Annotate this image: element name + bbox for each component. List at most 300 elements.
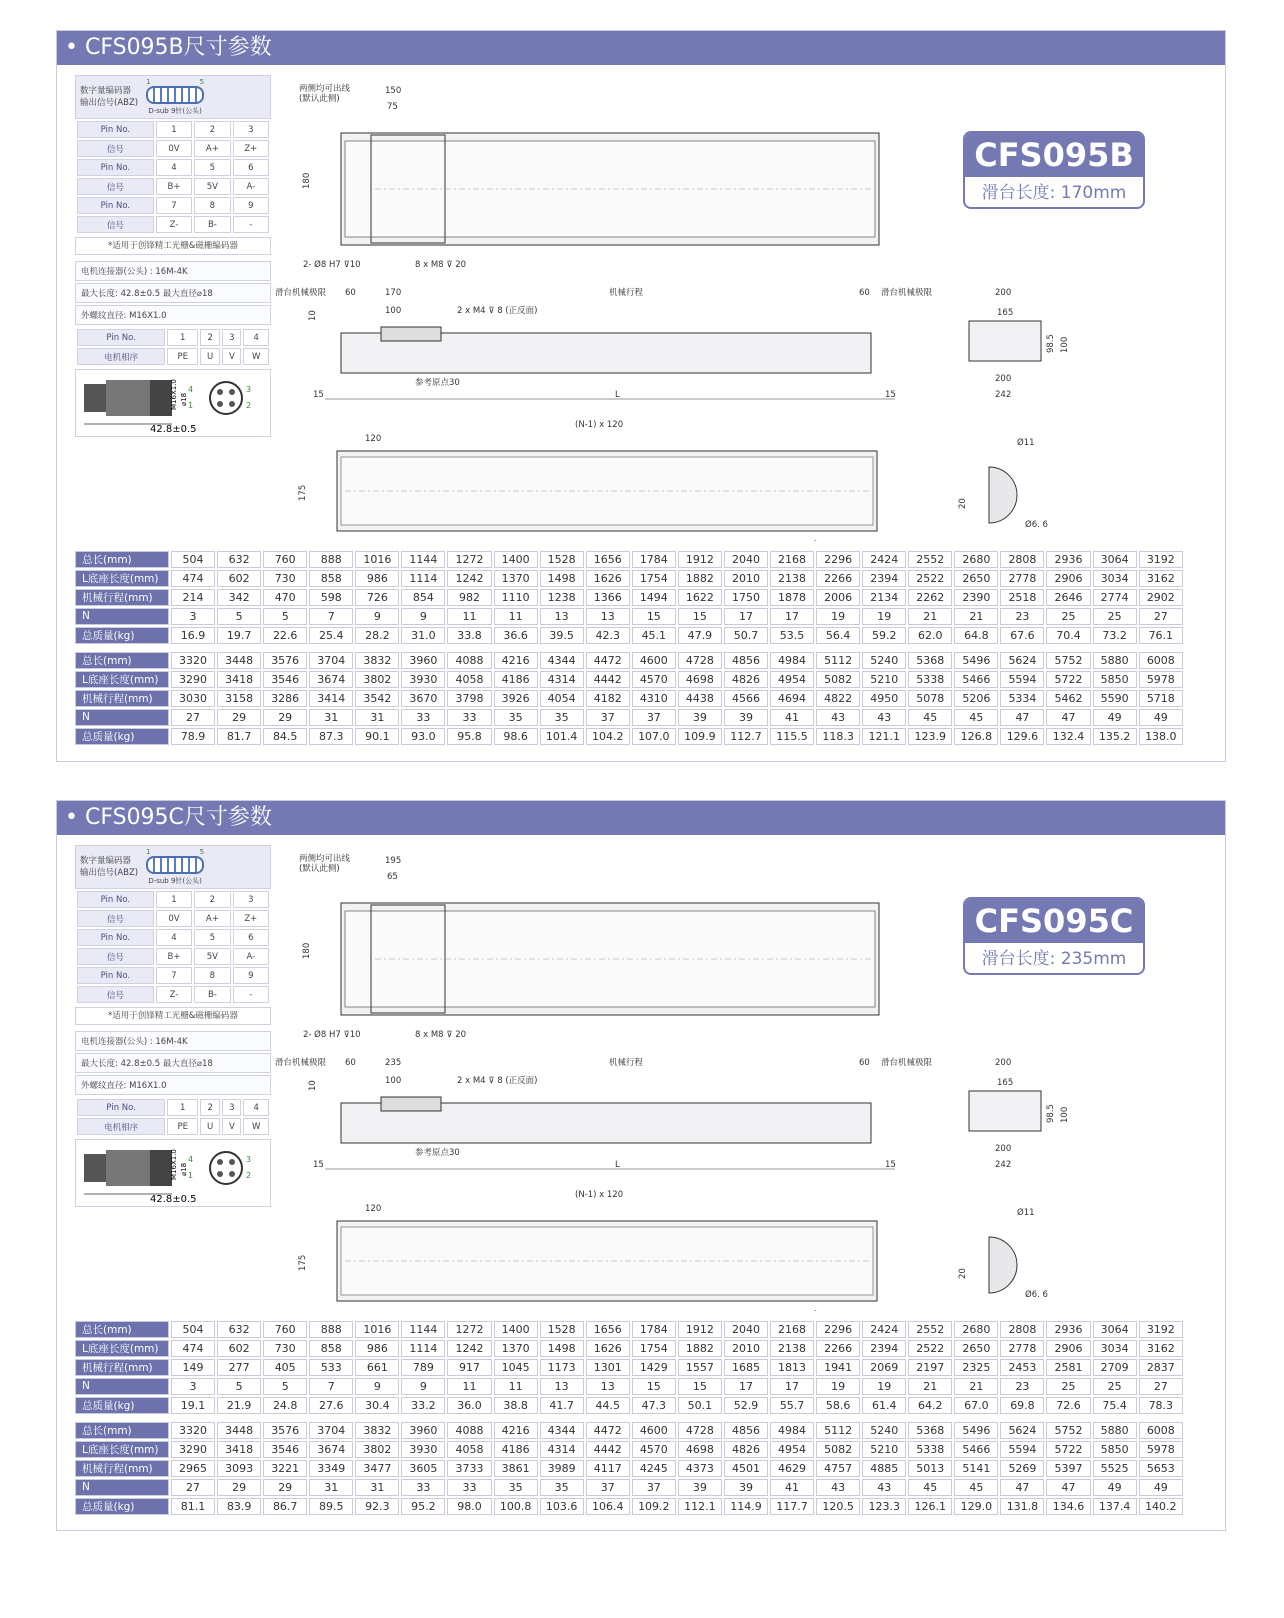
table-cell: 75.4 — [1093, 1397, 1137, 1414]
left-spec-column — [75, 845, 271, 1207]
model-card — [963, 897, 1145, 975]
svg-text:175: 175 — [298, 1254, 308, 1271]
table-cell: 9 — [401, 608, 445, 625]
table-cell: 135.2 — [1093, 728, 1137, 745]
motor-cell: PE — [167, 348, 198, 365]
table-cell: 1813 — [770, 1359, 814, 1376]
encoder-cell: B- — [194, 986, 230, 1003]
row-label: 总长(mm) — [75, 551, 169, 568]
table-cell: 1144 — [401, 551, 445, 568]
table-cell: 19.1 — [171, 1397, 215, 1414]
table-cell: 5082 — [816, 1441, 860, 1458]
encoder-cell: 5V — [194, 948, 230, 965]
motor-cell: V — [222, 348, 241, 365]
table-cell: 1370 — [494, 570, 538, 587]
table-cell: 2424 — [862, 1321, 906, 1338]
svg-text:242: 242 — [995, 1160, 1012, 1170]
table-cell: 6008 — [1139, 652, 1183, 669]
table-cell: 5 — [217, 1378, 261, 1395]
encoder-cell: 3 — [233, 891, 269, 908]
table-cell: 2680 — [954, 1321, 998, 1338]
table-cell: 4314 — [540, 671, 584, 688]
table-cell: 2808 — [1000, 551, 1044, 568]
motor-connector-line: 电机连接器(公头) : 16M-4K — [75, 261, 271, 281]
table-cell: 3832 — [355, 652, 399, 669]
svg-text:200: 200 — [995, 288, 1012, 298]
table-cell: 3 — [171, 608, 215, 625]
table-cell: 95.8 — [447, 728, 491, 745]
table-cell: 1144 — [401, 1321, 445, 1338]
table-row — [75, 551, 1183, 568]
table-cell: 39 — [724, 709, 768, 726]
table-cell: 1656 — [586, 551, 630, 568]
table-cell: 2522 — [908, 570, 952, 587]
table-cell: 3064 — [1093, 551, 1137, 568]
svg-text:2 x M4 ⊽ 8 (正反面): 2 x M4 ⊽ 8 (正反面) — [457, 306, 538, 316]
table-cell: 5752 — [1046, 1422, 1090, 1439]
table-cell: 43 — [862, 709, 906, 726]
table-cell: 277 — [217, 1359, 261, 1376]
table-cell: 13 — [540, 1378, 584, 1395]
table-row — [75, 709, 1183, 726]
encoder-cell: 5 — [194, 159, 230, 176]
encoder-cell: 5 — [194, 929, 230, 946]
table-cell: 5112 — [816, 652, 860, 669]
table-cell: 9 — [401, 1378, 445, 1395]
encoder-header: 数字量编码器 输出信号(ABZ) 1 5 D-sub 9针(公头) — [75, 845, 271, 889]
table-cell: 104.2 — [586, 728, 630, 745]
svg-text:15: 15 — [885, 1160, 896, 1170]
table-cell: 29 — [263, 709, 307, 726]
table-cell: 858 — [309, 570, 353, 587]
table-cell: 3704 — [309, 1422, 353, 1439]
table-cell: 4600 — [632, 1422, 676, 1439]
table-cell: 123.3 — [862, 1498, 906, 1515]
table-cell: 149 — [171, 1359, 215, 1376]
table-cell: 5078 — [908, 690, 952, 707]
table-cell: 43 — [816, 709, 860, 726]
table-cell: 98.0 — [447, 1498, 491, 1515]
table-cell: 1941 — [816, 1359, 860, 1376]
motor-connector-icon — [76, 1140, 270, 1206]
table-cell: 1016 — [355, 551, 399, 568]
table-cell: 132.4 — [1046, 728, 1090, 745]
table-cell: 3930 — [401, 671, 445, 688]
table-cell: 7 — [309, 1378, 353, 1395]
table-row — [75, 1340, 1183, 1357]
encoder-cell: 9 — [233, 967, 269, 984]
svg-text:180: 180 — [302, 172, 312, 189]
table-cell: 5082 — [816, 671, 860, 688]
table-cell: 6008 — [1139, 1422, 1183, 1439]
table-cell: 43 — [816, 1479, 860, 1496]
table-cell: 21.9 — [217, 1397, 261, 1414]
table-row — [75, 690, 1183, 707]
table-cell: 100.8 — [494, 1498, 538, 1515]
table-cell: 121.1 — [862, 728, 906, 745]
table-cell: 3802 — [355, 1441, 399, 1458]
table-cell: 2808 — [1000, 1321, 1044, 1338]
table-cell: 5978 — [1139, 1441, 1183, 1458]
table-cell: 33.2 — [401, 1397, 445, 1414]
table-cell: 15 — [632, 608, 676, 625]
table-cell: 126.8 — [954, 728, 998, 745]
encoder-cell: 8 — [194, 197, 230, 214]
table-cell: 64.2 — [908, 1397, 952, 1414]
encoder-cell: - — [233, 986, 269, 1003]
table-cell: 4088 — [447, 652, 491, 669]
table-cell: 15 — [678, 608, 722, 625]
table-cell: 986 — [355, 1340, 399, 1357]
table-cell: 4058 — [447, 671, 491, 688]
encoder-cell: A- — [233, 948, 269, 965]
svg-text:参考原点30: 参考原点30 — [415, 1148, 460, 1158]
table-cell: 45 — [954, 1479, 998, 1496]
encoder-cell: B+ — [156, 948, 192, 965]
svg-text:175: 175 — [298, 484, 308, 501]
svg-text:Ø6. 6: Ø6. 6 — [1025, 520, 1048, 530]
svg-text:L: L — [615, 1160, 620, 1170]
table-cell: 2709 — [1093, 1359, 1137, 1376]
svg-text:M16X1.0: M16X1.0 — [170, 1149, 178, 1180]
table-cell: 109.2 — [632, 1498, 676, 1515]
spec-table — [73, 549, 1185, 646]
table-cell: 43 — [862, 1479, 906, 1496]
dsub-connector-icon — [146, 856, 204, 874]
table-cell: 730 — [263, 570, 307, 587]
table-cell: 2266 — [816, 1340, 860, 1357]
table-cell: 17 — [770, 1378, 814, 1395]
table-cell: 4054 — [540, 690, 584, 707]
svg-text:两侧均可出线: 两侧均可出线 — [299, 854, 351, 864]
table-cell: 342 — [217, 589, 261, 606]
table-cell: 21 — [908, 608, 952, 625]
table-cell: 52.9 — [724, 1397, 768, 1414]
encoder-cell: 7 — [156, 967, 192, 984]
svg-text:60: 60 — [859, 288, 870, 298]
table-cell: 17 — [724, 1378, 768, 1395]
table-cell: 134.6 — [1046, 1498, 1090, 1515]
table-cell: 2040 — [724, 551, 768, 568]
table-cell: 3414 — [309, 690, 353, 707]
table-cell: 47.3 — [632, 1397, 676, 1414]
table-cell: 1110 — [494, 589, 538, 606]
table-cell: 3418 — [217, 671, 261, 688]
table-cell: 2837 — [1139, 1359, 1183, 1376]
table-cell: 126.1 — [908, 1498, 952, 1515]
table-cell: 90.1 — [355, 728, 399, 745]
table-cell: 632 — [217, 1321, 261, 1338]
table-cell: 131.8 — [1000, 1498, 1044, 1515]
row-label: 总长(mm) — [75, 1422, 169, 1439]
motor-cell: W — [243, 348, 269, 365]
table-cell: 35 — [540, 709, 584, 726]
table-cell: 29 — [263, 1479, 307, 1496]
table-cell: 1622 — [678, 589, 722, 606]
table-cell: 56.4 — [816, 627, 860, 644]
svg-text:15: 15 — [313, 1160, 324, 1170]
table-cell: 4826 — [724, 671, 768, 688]
spec-section — [56, 30, 1226, 762]
svg-text:42.8±0.5: 42.8±0.5 — [150, 1194, 197, 1205]
table-cell: 39 — [678, 1479, 722, 1496]
encoder-cell: 6 — [233, 929, 269, 946]
motor-max-length: 最大长度: 42.8±0.5 最大直径⌀18 — [75, 1053, 271, 1073]
svg-text:200: 200 — [995, 1144, 1012, 1154]
table-cell: 5368 — [908, 1422, 952, 1439]
table-cell: 112.7 — [724, 728, 768, 745]
svg-text:195: 195 — [385, 856, 402, 866]
encoder-cell: 0V — [156, 140, 192, 157]
svg-text:Ø11: Ø11 — [1017, 1208, 1035, 1218]
table-cell: 3093 — [217, 1460, 261, 1477]
table-cell: 1626 — [586, 570, 630, 587]
table-cell: 61.4 — [862, 1397, 906, 1414]
table-cell: 1498 — [540, 1340, 584, 1357]
table-cell: 1528 — [540, 1321, 584, 1338]
encoder-cell: Z- — [156, 986, 192, 1003]
table-cell: 25 — [1046, 1378, 1090, 1395]
row-label: 总质量(kg) — [75, 1498, 169, 1515]
table-cell: 55.7 — [770, 1397, 814, 1414]
encoder-cell: Pin No. — [77, 159, 154, 176]
row-label: 机械行程(mm) — [75, 1460, 169, 1477]
table-cell: 23 — [1000, 608, 1044, 625]
table-cell: 67.0 — [954, 1397, 998, 1414]
row-label: 总质量(kg) — [75, 1397, 169, 1414]
row-label: N — [75, 608, 169, 625]
table-cell: 4728 — [678, 1422, 722, 1439]
table-cell: 3030 — [171, 690, 215, 707]
encoder-cell: 信号 — [77, 948, 154, 965]
svg-text:参考原点30: 参考原点30 — [415, 378, 460, 388]
table-cell: 21 — [908, 1378, 952, 1395]
table-cell: 64.8 — [954, 627, 998, 644]
table-cell: 21 — [954, 1378, 998, 1395]
encoder-cell: Pin No. — [77, 121, 154, 138]
table-cell: 129.6 — [1000, 728, 1044, 745]
table-cell: 19 — [816, 1378, 860, 1395]
table-cell: 37 — [632, 709, 676, 726]
table-cell: 117.7 — [770, 1498, 814, 1515]
motor-cell: V — [222, 1118, 241, 1135]
table-cell: 81.1 — [171, 1498, 215, 1515]
table-cell: 4570 — [632, 671, 676, 688]
table-cell: 45.1 — [632, 627, 676, 644]
table-cell: 11 — [447, 1378, 491, 1395]
table-cell: 4566 — [724, 690, 768, 707]
table-cell: 5240 — [862, 1422, 906, 1439]
table-cell: 92.3 — [355, 1498, 399, 1515]
svg-text:60: 60 — [345, 1058, 356, 1068]
svg-text:20: 20 — [958, 1268, 968, 1279]
table-cell: 45 — [954, 709, 998, 726]
table-cell: 4698 — [678, 671, 722, 688]
svg-text:98.5: 98.5 — [1046, 1104, 1056, 1123]
model-card — [963, 131, 1145, 209]
svg-text:两侧均可出线: 两侧均可出线 — [299, 84, 351, 94]
table-cell: 2581 — [1046, 1359, 1090, 1376]
table-row — [75, 1479, 1183, 1496]
table-cell: 730 — [263, 1340, 307, 1357]
table-cell: 2646 — [1046, 589, 1090, 606]
encoder-cell: Pin No. — [77, 197, 154, 214]
table-cell: 1557 — [678, 1359, 722, 1376]
table-cell: 3290 — [171, 1441, 215, 1458]
table-cell: 2069 — [862, 1359, 906, 1376]
row-label: 总长(mm) — [75, 652, 169, 669]
svg-text:170: 170 — [385, 288, 402, 298]
svg-text:2: 2 — [246, 1171, 252, 1180]
table-cell: 47 — [1000, 709, 1044, 726]
table-cell: 86.7 — [263, 1498, 307, 1515]
encoder-cell: 1 — [156, 121, 192, 138]
table-cell: 4344 — [540, 1422, 584, 1439]
svg-text:120: 120 — [365, 1204, 382, 1214]
table-cell: 726 — [355, 589, 399, 606]
table-cell: 3546 — [263, 671, 307, 688]
table-cell: 84.5 — [263, 728, 307, 745]
table-cell: 3064 — [1093, 1321, 1137, 1338]
table-cell: 2006 — [816, 589, 860, 606]
svg-text:120: 120 — [365, 434, 382, 444]
svg-text:75: 75 — [387, 102, 398, 112]
encoder-cell: 8 — [194, 967, 230, 984]
table-cell: 5624 — [1000, 1422, 1044, 1439]
table-cell: 661 — [355, 1359, 399, 1376]
encoder-cell: A+ — [194, 910, 230, 927]
table-cell: 106.4 — [586, 1498, 630, 1515]
svg-text:4: 4 — [188, 385, 194, 394]
table-cell: 3418 — [217, 1441, 261, 1458]
encoder-cell: 6 — [233, 159, 269, 176]
svg-text:200: 200 — [995, 374, 1012, 384]
table-cell: 986 — [355, 570, 399, 587]
table-cell: 3192 — [1139, 1321, 1183, 1338]
table-cell: 4984 — [770, 1422, 814, 1439]
left-spec-column — [75, 75, 271, 437]
table-cell: 4856 — [724, 652, 768, 669]
table-cell: 2168 — [770, 551, 814, 568]
table-cell: 44.5 — [586, 1397, 630, 1414]
table-cell: 3674 — [309, 671, 353, 688]
table-cell: 4757 — [816, 1460, 860, 1477]
motor-cell: W — [243, 1118, 269, 1135]
svg-text:滑台机械极限: 滑台机械极限 — [881, 288, 933, 298]
table-cell: 3320 — [171, 1422, 215, 1439]
table-cell: 27 — [171, 709, 215, 726]
table-cell: 2778 — [1000, 1340, 1044, 1357]
table-cell: 4472 — [586, 652, 630, 669]
table-cell: 3034 — [1093, 1340, 1137, 1357]
table-cell: 2906 — [1046, 570, 1090, 587]
svg-text:Ø6. 6: Ø6. 6 — [1025, 1290, 1048, 1300]
table-row — [75, 671, 1183, 688]
table-cell: 31 — [355, 1479, 399, 1496]
table-cell: 73.2 — [1093, 627, 1137, 644]
table-cell: 5338 — [908, 1441, 952, 1458]
motor-cell: 4 — [243, 329, 269, 346]
table-cell: 33 — [401, 1479, 445, 1496]
table-cell: 13 — [586, 608, 630, 625]
motor-pin-table — [75, 1097, 271, 1137]
table-cell: 78.9 — [171, 728, 215, 745]
table-cell: 17 — [770, 608, 814, 625]
table-cell: 25 — [1093, 608, 1137, 625]
motor-cell: 电机相序 — [77, 1118, 165, 1135]
table-cell: 2650 — [954, 570, 998, 587]
spec-table — [73, 1319, 1185, 1416]
table-cell: 4216 — [494, 1422, 538, 1439]
table-cell: 2424 — [862, 551, 906, 568]
table-cell: 1114 — [401, 1340, 445, 1357]
table-cell: 4885 — [862, 1460, 906, 1477]
table-cell: 1370 — [494, 1340, 538, 1357]
table-cell: 50.7 — [724, 627, 768, 644]
svg-text:8 x M8 ⊽ 20: 8 x M8 ⊽ 20 — [415, 1030, 467, 1040]
table-cell: 35 — [494, 709, 538, 726]
table-cell: 118.3 — [816, 728, 860, 745]
encoder-cell: 4 — [156, 159, 192, 176]
table-cell: 27.6 — [309, 1397, 353, 1414]
table-cell: 3832 — [355, 1422, 399, 1439]
row-label: 机械行程(mm) — [75, 1359, 169, 1376]
table-cell: 5496 — [954, 652, 998, 669]
table-cell: 58.6 — [816, 1397, 860, 1414]
table-cell: 5 — [217, 608, 261, 625]
row-label: 总长(mm) — [75, 1321, 169, 1338]
table-cell: 1301 — [586, 1359, 630, 1376]
svg-text:10: 10 — [308, 1080, 318, 1091]
table-cell: 37 — [632, 1479, 676, 1496]
table-cell: 5752 — [1046, 652, 1090, 669]
table-cell: 5624 — [1000, 652, 1044, 669]
table-cell: 13 — [586, 1378, 630, 1395]
svg-text:3: 3 — [246, 1155, 252, 1164]
table-cell: 37 — [586, 709, 630, 726]
table-cell: 1016 — [355, 1321, 399, 1338]
encoder-cell: A+ — [194, 140, 230, 157]
table-cell: 5206 — [954, 690, 998, 707]
table-cell: 1912 — [678, 551, 722, 568]
table-cell: 1272 — [447, 551, 491, 568]
table-cell: 1912 — [678, 1321, 722, 1338]
svg-text:180: 180 — [302, 942, 312, 959]
svg-text:42.8±0.5: 42.8±0.5 — [150, 424, 197, 435]
svg-text:滑台机械极限: 滑台机械极限 — [881, 1058, 933, 1068]
table-cell: 3542 — [355, 690, 399, 707]
table-cell: 3192 — [1139, 551, 1183, 568]
table-cell: 888 — [309, 551, 353, 568]
table-cell: 5722 — [1046, 1441, 1090, 1458]
encoder-cell: B- — [194, 216, 230, 233]
encoder-cell: 2 — [194, 121, 230, 138]
svg-text:10: 10 — [308, 310, 318, 321]
row-label: N — [75, 1479, 169, 1496]
svg-text:100: 100 — [1060, 336, 1070, 353]
table-cell: 1784 — [632, 551, 676, 568]
motor-cell: 3 — [222, 1099, 241, 1116]
table-cell: 4950 — [862, 690, 906, 707]
table-cell: 4629 — [770, 1460, 814, 1477]
slider-length: 滑台长度: 235mm — [981, 949, 1127, 969]
table-cell: 3861 — [494, 1460, 538, 1477]
table-cell: 1114 — [401, 570, 445, 587]
table-cell: 4186 — [494, 1441, 538, 1458]
table-cell: 1878 — [770, 589, 814, 606]
table-cell: 2906 — [1046, 1340, 1090, 1357]
table-cell: 5 — [263, 1378, 307, 1395]
